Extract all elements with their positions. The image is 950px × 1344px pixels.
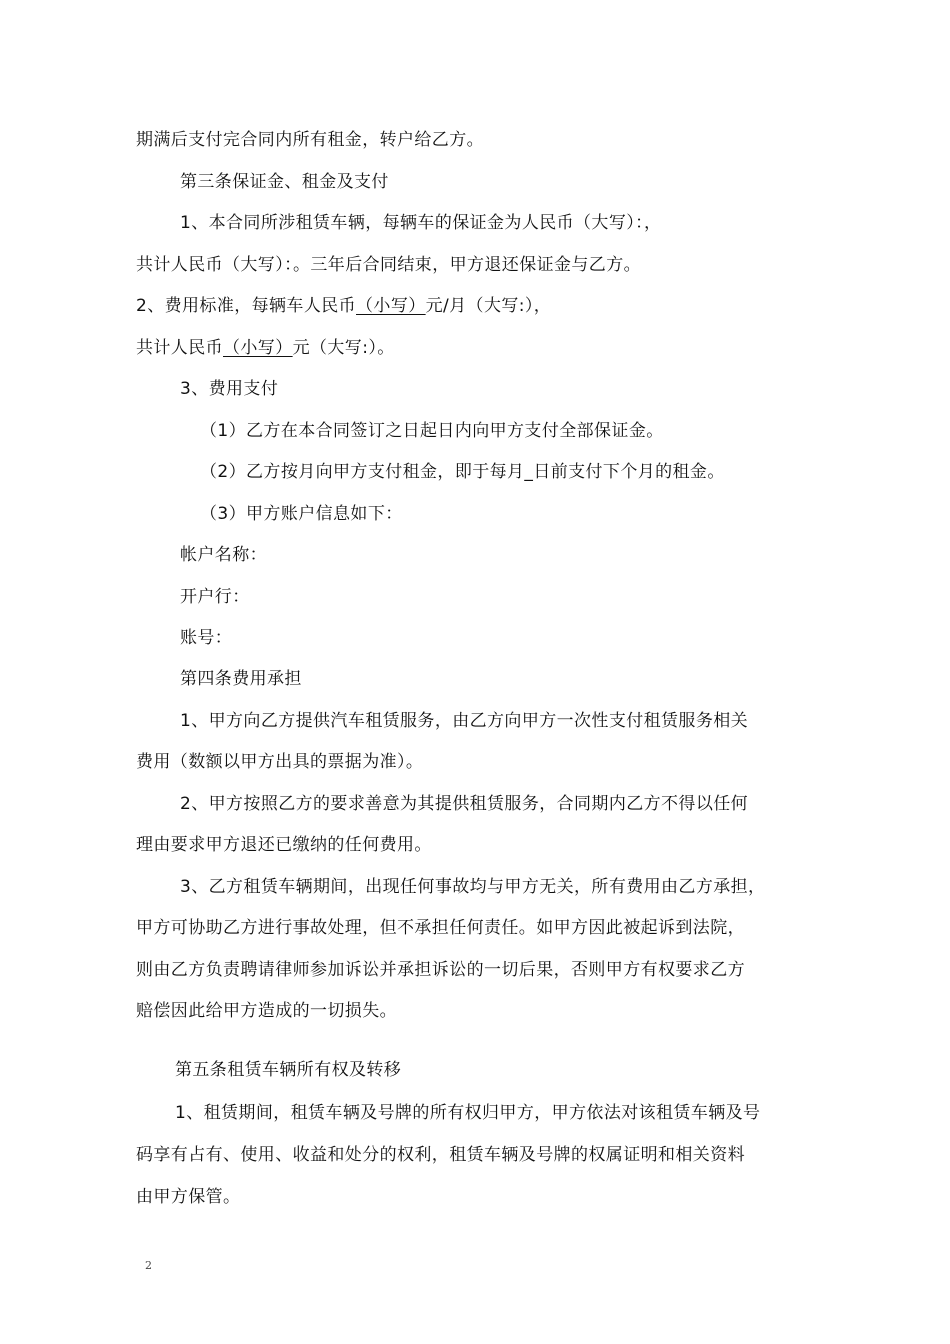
bank-label: 开户行： — [180, 587, 250, 607]
text-line: （3）甲方账户信息如下： — [200, 504, 403, 524]
text-segment: 元/月（大写:）， — [425, 296, 552, 316]
account-number-label: 账号： — [180, 628, 233, 648]
text-line: 码享有占有、使用、收益和处分的权利，租赁车辆及号牌的权属证明和相关资料 — [136, 1145, 745, 1165]
text-line: 3、费用支付 — [180, 379, 279, 399]
text-line: 1、甲方向乙方提供汽车租赁服务，由乙方向甲方一次性支付租赁服务相关 — [180, 711, 749, 731]
text-line: 理由要求甲方退还已缴纳的任何费用。 — [136, 835, 432, 855]
text-line: 由甲方保管。 — [136, 1187, 241, 1207]
text-line: 甲方可协助乙方进行事故处理，但不承担任何责任。如甲方因此被起诉到法院， — [136, 918, 745, 938]
section-heading-3: 第三条保证金、租金及支付 — [180, 172, 389, 192]
section-heading-4: 第四条费用承担 — [180, 669, 302, 689]
fee-total-line — [136, 336, 395, 360]
text-segment: 2、费用标准，每辆车人民币 — [136, 296, 357, 316]
page-number: 2 — [145, 1259, 152, 1272]
account-name-label: 帐户名称： — [180, 545, 267, 565]
section-heading-5: 第五条租赁车辆所有权及转移 — [175, 1060, 402, 1080]
text-line: 2、甲方按照乙方的要求善意为其提供租赁服务，合同期内乙方不得以任何 — [180, 794, 749, 814]
text-line: 1、本合同所涉租赁车辆，每辆车的保证金为人民币（大写）：， — [180, 213, 662, 233]
blank-field: （小写） — [223, 338, 293, 358]
text-line: （2）乙方按月向甲方支付租金，即于每月_日前支付下个月的租金。 — [200, 462, 725, 482]
text-line: （1）乙方在本合同签订之日起日内向甲方支付全部保证金。 — [200, 421, 664, 441]
text-line: 期满后支付完合同内所有租金，转户给乙方。 — [136, 130, 484, 150]
text-line: 赔偿因此给甲方造成的一切损失。 — [136, 1001, 397, 1021]
fee-standard-line — [136, 294, 551, 318]
text-segment: 元（大写:）。 — [292, 338, 395, 358]
text-line: 共计人民币（大写）：。三年后合同结束，甲方退还保证金与乙方。 — [136, 255, 641, 275]
text-segment: 共计人民币 — [136, 338, 223, 358]
blank-field: （小写） — [356, 296, 426, 316]
text-line: 1、租赁期间，租赁车辆及号牌的所有权归甲方，甲方依法对该租赁车辆及号 — [175, 1103, 761, 1123]
text-line: 3、乙方租赁车辆期间，出现任何事故均与甲方无关，所有费用由乙方承担， — [180, 877, 766, 897]
text-line: 费用（数额以甲方出具的票据为准）。 — [136, 752, 424, 772]
text-line: 则由乙方负责聘请律师参加诉讼并承担诉讼的一切后果，否则甲方有权要求乙方 — [136, 960, 745, 980]
